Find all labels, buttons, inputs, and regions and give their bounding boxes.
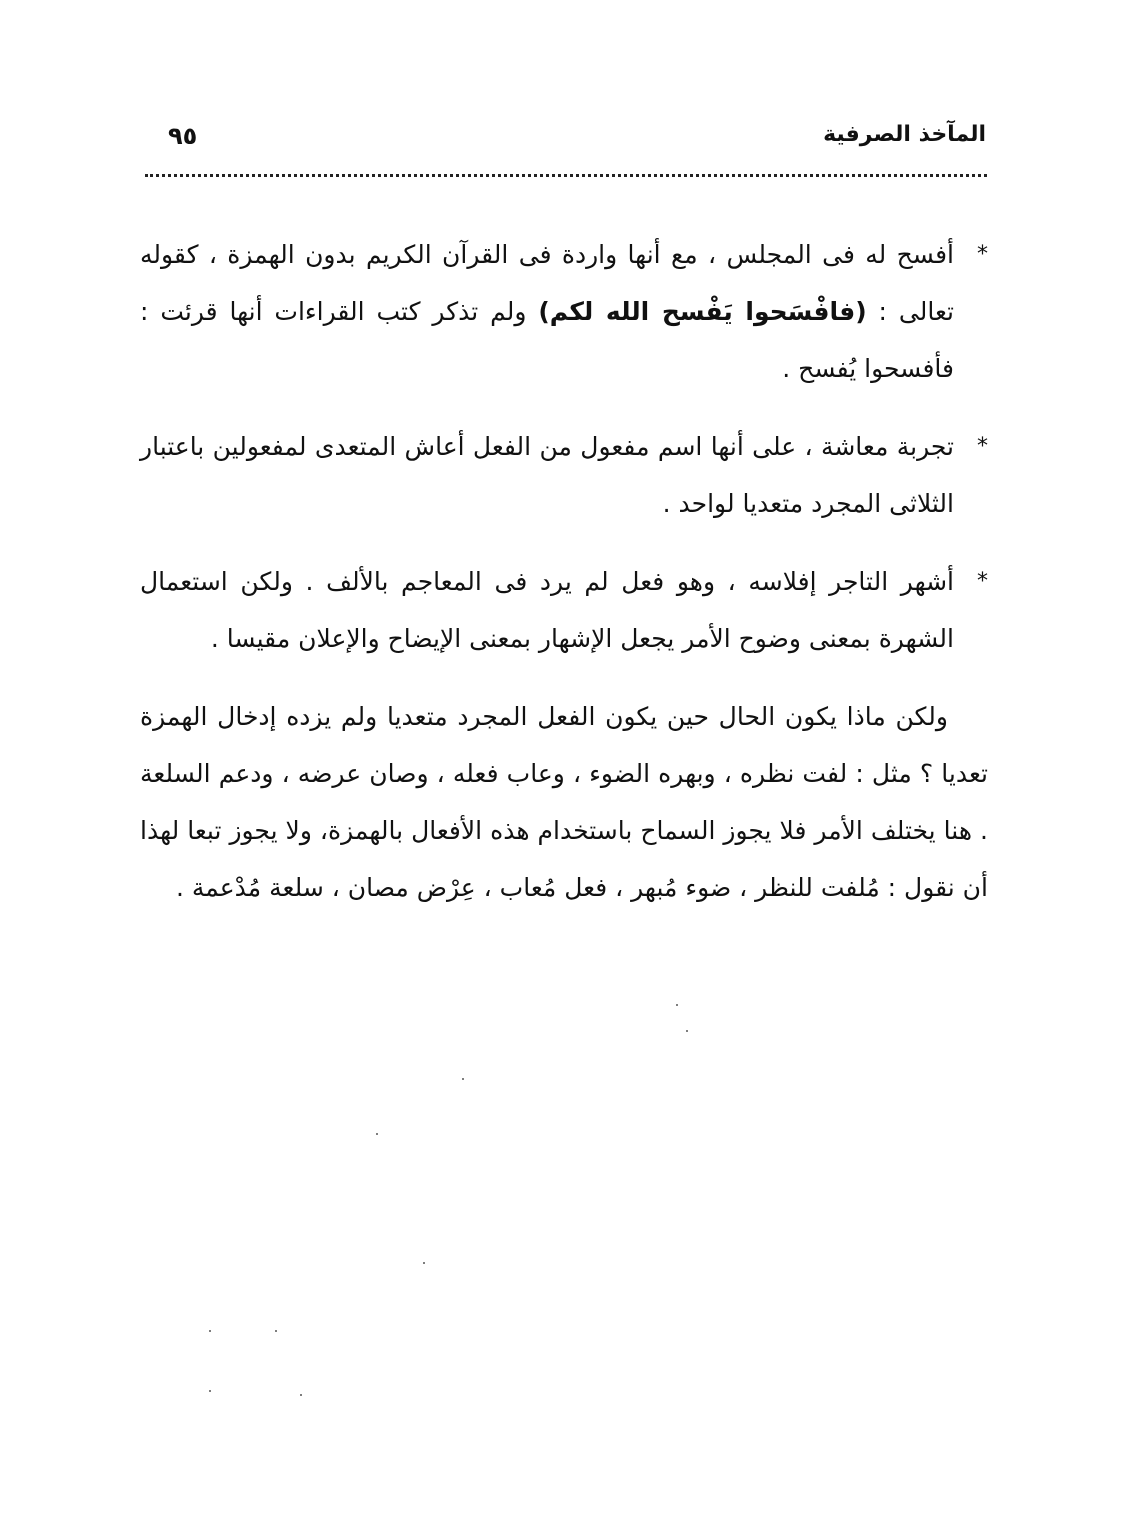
list-item [140, 553, 988, 667]
scan-speck [686, 1030, 688, 1032]
page-number: ٩٥ [168, 122, 198, 150]
scan-speck [209, 1390, 211, 1392]
scan-speck [376, 1133, 378, 1135]
bullet-star: * [977, 434, 988, 459]
scan-speck [423, 1262, 425, 1264]
list-item-text: أشهر التاجر إفلاسه ، وهو فعل لم يرد فى المعاجم بالألف . ولكن استعمال الشهرة بمعنى وضوح الأمر يجعل الإشهار بمعنى الإيضاح والإعلان مقيسا . [140, 567, 954, 653]
list-item-text: تجربة معاشة ، على أنها اسم مفعول من الفعل أعاش المتعدى لمفعولين باعتبار الثلاثى المجرد متعديا لواحد . [140, 432, 954, 518]
list-item [140, 418, 988, 532]
bullet-star: * [977, 242, 988, 267]
list-item [140, 226, 988, 397]
bullet-star: * [977, 569, 988, 594]
list-item-text: ولم تذكر كتب القراءات أنها قرئت : فأفسحوا يُفسح . [140, 297, 954, 383]
running-title: المآخذ الصرفية [823, 122, 986, 147]
scan-speck [209, 1330, 211, 1332]
scan-speck [676, 1004, 678, 1006]
body-text [140, 226, 988, 941]
scan-speck [462, 1078, 464, 1080]
body-paragraph: ولكن ماذا يكون الحال حين يكون الفعل المجرد متعديا ولم يزده إدخال الهمزة تعديا ؟ مثل : لفت نظره ، وبهره الضوء ، وعاب فعله ، وصان عرضه ، ودعم السلعة . هنا يختلف الأمر فلا يجوز السماح باستخدام هذه الأفعال بالهمزة، ولا يجوز تبعا لهذا أن نقول : مُلفت للنظر ، ضوء مُبهر ، فعل مُعاب ، عِرْض مصان ، سلعة مُدْعمة . [140, 702, 988, 902]
scan-speck [275, 1330, 277, 1332]
header-divider [145, 174, 987, 177]
page-header [150, 122, 986, 162]
scan-speck [300, 1394, 302, 1396]
list-item-text: أفسح له فى المجلس ، مع أنها واردة فى القرآن الكريم بدون الهمزة ، كقوله تعالى : [140, 240, 954, 326]
quran-quote: (فافْسَحوا يَفْسح الله لكم) [538, 297, 867, 326]
